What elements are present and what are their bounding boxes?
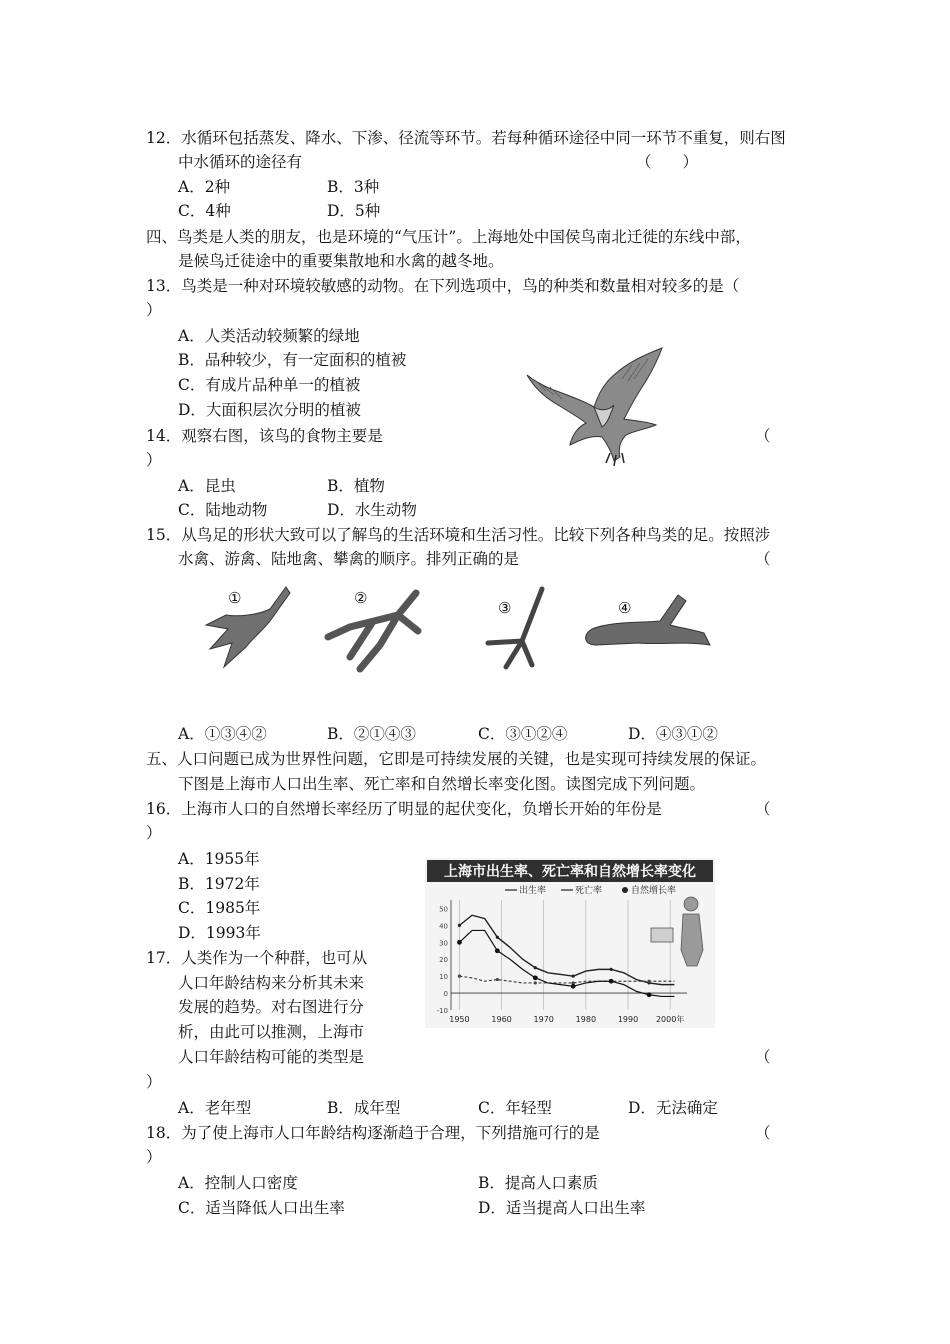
data-point-birth-rate bbox=[458, 924, 461, 927]
data-point-death-rate bbox=[496, 978, 499, 981]
q15-option-c: C．③①②④ bbox=[478, 725, 568, 743]
q15-line1: 15．从鸟足的形状大致可以了解鸟的生活环境和生活习性。比较下列各种鸟类的足。按照涉 bbox=[146, 526, 771, 544]
x-tick-label: 1960 bbox=[491, 1015, 512, 1024]
legend-growth-rate: 自然增长率 bbox=[631, 886, 677, 896]
q16-line1: 16．上海市人口的自然增长率经历了明显的起伏变化，负增长开始的年份是 bbox=[146, 800, 662, 818]
legend-birth-rate: 出生率 bbox=[519, 886, 547, 896]
x-tick-label: 1990 bbox=[617, 1015, 639, 1024]
q18-option-c: C．适当降低人口出生率 bbox=[178, 1199, 345, 1217]
y-tick-label: 50 bbox=[439, 905, 448, 914]
q17-line2: 人口年龄结构来分析其未来 bbox=[178, 974, 365, 992]
data-point-death-rate bbox=[534, 981, 537, 984]
section4-line2: 是候鸟迁徒途中的重要集散地和水禽的越冬地。 bbox=[178, 252, 504, 270]
legend-growth-marker bbox=[622, 887, 628, 893]
q12-option-d: D．5种 bbox=[327, 202, 381, 220]
q16-close-paren: ） bbox=[146, 824, 162, 842]
data-point-death-rate bbox=[458, 975, 461, 978]
q17-option-b: B．成年型 bbox=[327, 1099, 401, 1117]
q13-option-c: C．有成片品种单一的植被 bbox=[178, 376, 361, 394]
q14-option-b: B．植物 bbox=[327, 477, 385, 495]
data-point-natural-growth-rate bbox=[533, 975, 538, 980]
q13-close-paren: ） bbox=[146, 301, 162, 319]
q12-option-a: A．2种 bbox=[178, 178, 231, 196]
bird-foot-2 bbox=[320, 585, 425, 675]
q15-option-a: A．①③④② bbox=[178, 725, 267, 743]
q16-option-a: A．1955年 bbox=[178, 850, 260, 868]
q17-close-paren: ） bbox=[146, 1073, 162, 1091]
q17-option-c: C．年轻型 bbox=[478, 1099, 552, 1117]
eagle-illustration bbox=[522, 345, 672, 470]
data-point-natural-growth-rate bbox=[495, 948, 500, 953]
y-tick-label: 20 bbox=[439, 956, 448, 965]
q16-option-b: B．1972年 bbox=[178, 875, 260, 893]
q14-option-a: A．昆虫 bbox=[178, 477, 236, 495]
x-tick-label: 1950 bbox=[449, 1015, 470, 1024]
bird-foot-4 bbox=[578, 585, 713, 675]
data-point-natural-growth-rate bbox=[647, 992, 652, 997]
q12-line2: 中水循环的途径有 bbox=[178, 153, 303, 171]
q14-option-c: C．陆地动物 bbox=[178, 501, 268, 519]
q15-option-b: B．②①④③ bbox=[327, 725, 416, 743]
legend-death-rate: 死亡率 bbox=[575, 886, 603, 896]
q18-option-a: A．控制人口密度 bbox=[178, 1174, 298, 1192]
q18-line1: 18．为了使上海市人口年龄结构逐渐趋于合理，下列措施可行的是 bbox=[146, 1124, 600, 1142]
data-point-birth-rate bbox=[496, 936, 499, 939]
q13-option-a: A．人类活动较频繁的绿地 bbox=[178, 327, 360, 345]
x-tick-label: 1970 bbox=[533, 1015, 554, 1024]
y-tick-label: 10 bbox=[439, 973, 448, 982]
q16-open-paren: （ bbox=[755, 800, 771, 818]
q13-option-d: D．大面积层次分明的植被 bbox=[178, 401, 361, 419]
chart-title: 上海市出生率、死亡率和自然增长率变化 bbox=[444, 864, 696, 880]
q12-answer-paren: （ ） bbox=[636, 153, 699, 171]
q13-option-b: B．品种较少，有一定面积的植被 bbox=[178, 351, 407, 369]
bird-foot-1-label: ① bbox=[228, 589, 242, 607]
data-point-birth-rate bbox=[534, 966, 537, 969]
bird-foot-3 bbox=[470, 585, 560, 675]
bird-foot-1 bbox=[198, 585, 298, 675]
bird-foot-2-label: ② bbox=[354, 589, 368, 607]
q14-close-paren: ） bbox=[146, 451, 162, 469]
q17-line3: 发展的趋势。对右图进行分 bbox=[178, 998, 365, 1016]
walking-foot-icon bbox=[470, 585, 560, 675]
y-tick-label: 30 bbox=[439, 939, 448, 948]
q14-line1: 14．观察右图，该鸟的食物主要是 bbox=[146, 427, 383, 445]
q18-close-paren: ） bbox=[146, 1148, 162, 1166]
q18-open-paren: （ bbox=[755, 1124, 771, 1142]
bird-foot-3-label: ③ bbox=[498, 599, 512, 617]
q12-line1: 12．水循环包括蒸发、降水、下渗、径流等环节。若每种循环途径中同一环节不重复，则右图 bbox=[146, 129, 786, 147]
data-point-natural-growth-rate bbox=[609, 979, 614, 984]
y-tick-label: -10 bbox=[436, 1007, 448, 1015]
lobed-foot-icon bbox=[320, 585, 425, 675]
q13-line1: 13．鸟类是一种对环境较敏感的动物。在下列选项中，鸟的种类和数量相对较多的是（ bbox=[146, 277, 740, 295]
q12-option-c: C．4种 bbox=[178, 202, 231, 220]
q16-option-c: C．1985年 bbox=[178, 899, 261, 917]
q16-option-d: D．1993年 bbox=[178, 924, 261, 942]
section4-line1: 四、鸟类是人类的朋友，也是环境的“气压计”。上海地处中国侯鸟南北迁徙的东线中部， bbox=[146, 228, 751, 246]
data-point-birth-rate bbox=[572, 975, 575, 978]
q17-option-a: A．老年型 bbox=[178, 1099, 252, 1117]
q17-line5: 人口年龄结构可能的类型是 bbox=[178, 1048, 365, 1066]
climbing-foot-icon bbox=[578, 585, 713, 675]
q18-option-d: D．适当提高人口出生率 bbox=[478, 1199, 646, 1217]
y-tick-label: 40 bbox=[439, 922, 448, 931]
x-tick-label: 1980 bbox=[575, 1015, 597, 1024]
q17-open-paren: （ bbox=[755, 1048, 771, 1066]
webbed-foot-icon bbox=[198, 585, 298, 675]
q15-line2: 水禽、游禽、陆地禽、攀禽的顺序。排列正确的是 bbox=[178, 550, 520, 568]
q17-line4: 析，由此可以推测，上海市 bbox=[178, 1023, 365, 1041]
q14-open-paren: （ bbox=[755, 427, 771, 445]
q18-option-b: B．提高人口素质 bbox=[478, 1174, 598, 1192]
q15-option-d: D．④③①② bbox=[628, 725, 718, 743]
y-tick-label: 0 bbox=[443, 990, 448, 999]
q17-line1: 17．人类作为一个种群，也可从 bbox=[146, 949, 368, 967]
x-tick-label: 2000年 bbox=[655, 1015, 685, 1024]
data-point-death-rate bbox=[647, 980, 650, 983]
data-point-natural-growth-rate bbox=[457, 940, 462, 945]
bird-foot-4-label: ④ bbox=[618, 599, 632, 617]
data-point-birth-rate bbox=[610, 968, 613, 971]
q15-open-paren: （ bbox=[755, 550, 771, 568]
q17-option-d: D．无法确定 bbox=[628, 1099, 718, 1117]
population-chart bbox=[425, 858, 715, 1028]
q14-option-d: D．水生动物 bbox=[327, 501, 417, 519]
section5-line2: 下图是上海市人口出生率、死亡率和自然增长率变化图。读图完成下列问题。 bbox=[178, 775, 706, 793]
q12-option-b: B．3种 bbox=[327, 178, 380, 196]
data-point-natural-growth-rate bbox=[571, 984, 576, 989]
section5-line1: 五、人口问题已成为世界性问题，它即是可持续发展的关键，也是实现可持续发展的保证。 bbox=[146, 750, 767, 768]
